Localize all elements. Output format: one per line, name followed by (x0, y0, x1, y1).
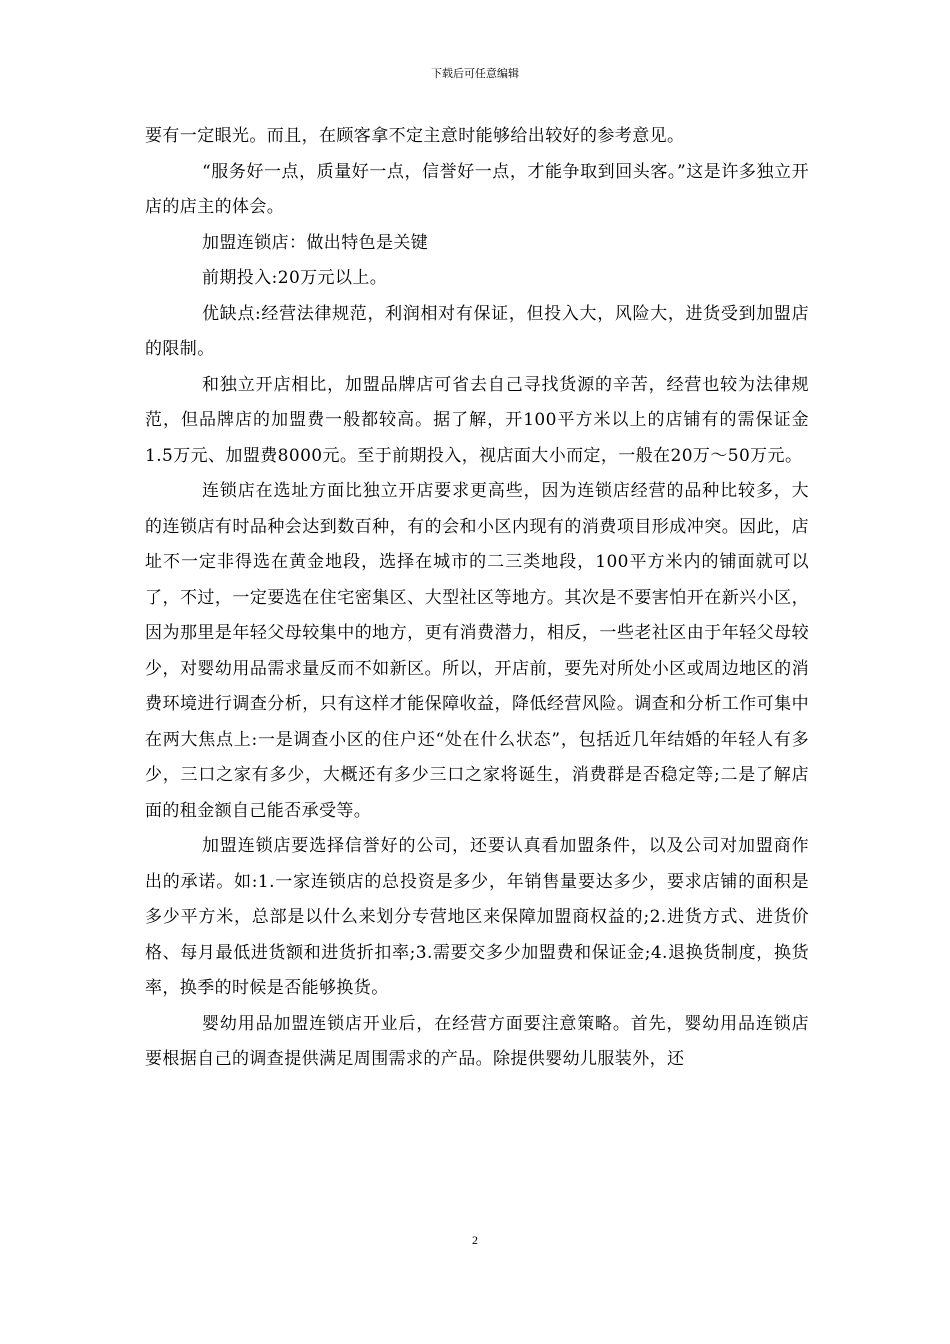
paragraph: 前期投入:20万元以上。 (202, 268, 388, 288)
paragraph: “服务好一点，质量好一点，信誉好一点，才能争取到回头客。”这是许多独立开店的店主的体会。 (145, 161, 809, 217)
paragraph: 优缺点:经营法律规范，利润相对有保证，但投入大，风险大，进货受到加盟店的限制。 (145, 303, 809, 359)
page-header: 下载后可任意编辑 (431, 67, 519, 80)
paragraph: 要有一定眼光。而且，在顾客拿不定主意时能够给出较好的参考意见。 (145, 126, 685, 146)
paragraph: 婴幼用品加盟连锁店开业后，在经营方面要注意策略。首先，婴幼用品连锁店要根据自己的调查提供满足周围需求的产品。除提供婴幼儿服装外，还 (145, 1013, 809, 1069)
paragraph: 加盟连锁店要选择信誉好的公司，还要认真看加盟条件，以及公司对加盟商作出的承诺。如:1.一家连锁店的总投资是多少，年销售量要达多少，要求店铺的面积是多少平方米，总部是以什么来划分专营地区来保障加盟商权益的;2.进货方式、进货价格、每月最低进货额和进货折扣率;3.需要交多少加盟费和保证金;4.退换货制度，换货率，换季的时候是否能够换货。 (145, 836, 809, 998)
page-number: 2 (472, 1233, 478, 1247)
section-heading: 加盟连锁店：做出特色是关键 (202, 232, 429, 253)
paragraph: 和独立开店相比，加盟品牌店可省去自己寻找货源的辛苦，经营也较为法律规范，但品牌店的加盟费一般都较高。据了解，开100平方米以上的店铺有的需保证金1.5万元、加盟费8000元。至于前期投入，视店面大小而定，一般在20万～50万元。 (145, 374, 809, 466)
document-body (145, 119, 809, 1078)
paragraph: 连锁店在选址方面比独立开店要求更高些，因为连锁店经营的品种比较多，大的连锁店有时品种会达到数百种，有的会和小区内现有的消费项目形成冲突。因此，店址不一定非得选在黄金地段，选择在城市的二三类地段，100平方米内的铺面就可以了，不过，一定要选在住宅密集区、大型社区等地方。其次是不要害怕开在新兴小区，因为那里是年轻父母较集中的地方，更有消费潜力，相反，一些老社区由于年轻父母较少，对婴幼用品需求量反而不如新区。所以，开店前，要先对所处小区或周边地区的消费环境进行调查分析，只有这样才能保障收益，降低经营风险。调查和分析工作可集中在两大焦点上:一是调查小区的住户还“处在什么状态”，包括近几年结婚的年轻人有多少，三口之家有多少，大概还有多少三口之家将诞生，消费群是否稳定等;二是了解店面的租金额自己能否承受等。 (145, 481, 809, 821)
